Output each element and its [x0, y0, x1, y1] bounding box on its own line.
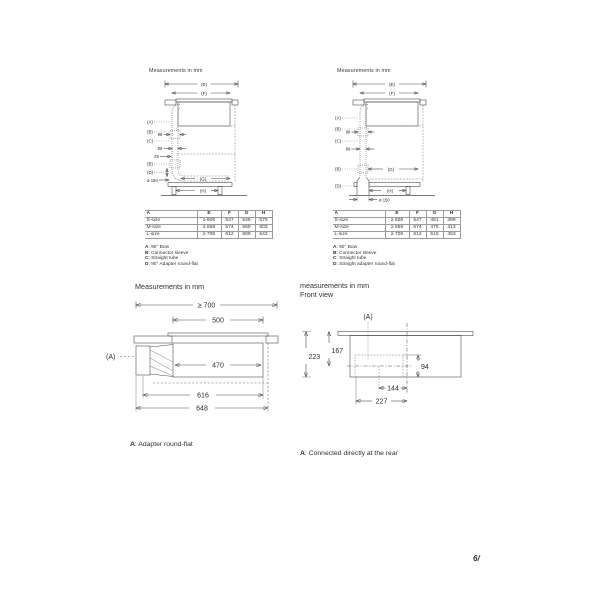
part-label-c: (C)	[335, 138, 342, 144]
cell: 413	[443, 225, 460, 232]
adapter-bend-outer	[172, 169, 184, 181]
cell: 574	[409, 225, 426, 232]
caption-bottom-left	[130, 441, 193, 448]
part-label-b2: (B)	[147, 161, 153, 167]
base-panel-right	[369, 183, 420, 187]
table-row	[145, 225, 272, 232]
caption-text: : Connected directly at the rear	[304, 450, 398, 457]
straight-adapter-left	[357, 177, 360, 196]
cell: S-size	[333, 218, 385, 225]
cell: 612	[409, 232, 426, 239]
cell: 389	[443, 218, 460, 225]
hob-lip	[176, 99, 232, 102]
small-dims	[349, 132, 377, 202]
title-line-1: measurements in mm	[300, 281, 370, 290]
flat-duct-end	[136, 346, 150, 375]
connector-sleeve-1	[358, 128, 368, 136]
legend-key: B	[333, 250, 337, 256]
cell: S-size	[145, 218, 197, 225]
duct-run	[170, 105, 230, 182]
legend-key: D	[145, 262, 149, 268]
connector-sleeve-2	[358, 165, 368, 173]
legend-text: : Connector sleeve	[148, 250, 189, 256]
worktop-bar	[338, 332, 473, 336]
legend-item	[333, 262, 395, 268]
part-label-d: (D)	[335, 183, 342, 189]
bow-outer	[360, 105, 368, 114]
size-table-left	[145, 210, 273, 239]
dim-label-f: (F)	[389, 90, 395, 96]
dim-label-g: (G)	[199, 176, 207, 182]
cell: ≥ 608	[385, 218, 409, 225]
diagram-side-view-straight-adapter	[333, 77, 460, 204]
cell: ≥ 658	[385, 225, 409, 232]
dim-616-label: 616	[197, 392, 209, 400]
cell: 574	[221, 225, 238, 232]
cell: 515	[426, 232, 443, 239]
dim-label-e: (E)	[388, 81, 396, 87]
dim-227-label: 227	[375, 398, 388, 406]
dim-470-label: 470	[212, 362, 224, 370]
legend-text: : 90° Bow	[148, 245, 170, 250]
col-header: A	[333, 211, 385, 218]
dim-223-label: 223	[308, 354, 321, 361]
dim-diameter-150: ø 150	[379, 197, 390, 203]
top-right-title: Measurements in mm	[337, 68, 391, 74]
worktop-and-hob	[165, 99, 238, 126]
cell: 475	[426, 225, 443, 232]
cell: ≥ 708	[197, 232, 221, 239]
dim-label-g: (G)	[387, 166, 395, 172]
dim-648-label: 648	[196, 405, 208, 413]
hob-body	[173, 343, 263, 377]
table-row	[145, 218, 272, 225]
hob-front-box	[350, 336, 461, 378]
legend-key: A	[145, 245, 149, 250]
worktop-hatch-right	[266, 336, 278, 343]
adapter-round-flat	[136, 345, 173, 377]
part-label-d: (D)	[147, 170, 154, 175]
cabinet-dashed	[366, 105, 423, 183]
col-header: G	[238, 211, 255, 218]
hob-lip	[364, 99, 420, 102]
cell: ≥ 608	[197, 218, 221, 225]
cell: 643	[255, 232, 272, 239]
dim-label-h: (H)	[386, 188, 394, 194]
dim-diameter-150: ø 150	[147, 177, 158, 183]
part-label-a: (A)	[147, 119, 153, 125]
cell: 569	[238, 225, 255, 232]
adapter-bend-inner	[178, 169, 184, 176]
legend-key: A	[333, 245, 337, 250]
table-row	[333, 232, 460, 239]
hob-lip	[168, 333, 268, 336]
part-label-c: (C)	[147, 138, 154, 144]
legend-text: : 90° Adapter round-flat	[148, 262, 198, 268]
leg-right	[218, 187, 222, 195]
dim-144-label: 144	[387, 385, 399, 393]
cell: 603	[255, 225, 272, 232]
table-row	[333, 218, 460, 225]
col-header: H	[255, 211, 272, 218]
table-row	[145, 232, 272, 239]
bow-inner	[178, 109, 180, 114]
part-label-b1: (B)	[147, 129, 153, 135]
table-header-row	[145, 211, 272, 218]
part-label-a: (A)	[106, 353, 116, 361]
hob-body	[178, 102, 230, 126]
diagram-plan-adapter-round-flat	[95, 295, 295, 417]
worktop-hatch-left	[165, 100, 176, 105]
table-header-row	[333, 211, 460, 218]
bow-outer	[172, 105, 180, 114]
legend-key: C	[333, 256, 337, 262]
cell: L-size	[333, 232, 385, 239]
part-label-a: (A)	[363, 314, 373, 321]
dim-500-label: 500	[212, 317, 224, 325]
worktop-hatch-left	[134, 336, 172, 343]
part-leaders	[342, 118, 359, 186]
cell: 547	[409, 218, 426, 225]
dim-98: 98	[345, 129, 351, 135]
col-header: A	[145, 211, 197, 218]
bottom-left-title: Measurements in mm	[135, 282, 205, 291]
cell: 609	[238, 232, 255, 239]
col-header: H	[443, 211, 460, 218]
legend-right	[333, 245, 395, 268]
size-table-right	[333, 210, 461, 239]
caption-key: A	[130, 441, 135, 448]
connector-sleeve-2	[170, 160, 180, 168]
caption-text: : Adapter round-flat	[134, 441, 193, 448]
col-header: E	[385, 211, 409, 218]
diagram-front-view-rear-connection	[298, 303, 483, 411]
connector-sleeve-1	[170, 131, 180, 139]
col-header: E	[197, 211, 221, 218]
part-label-b2: (B)	[335, 166, 341, 172]
part-leaders	[154, 122, 171, 173]
dim-label-f: (F)	[201, 90, 207, 96]
worktop-hatch-right	[420, 100, 426, 105]
cell: M-size	[145, 225, 197, 232]
cell: M-size	[333, 225, 385, 232]
table-row	[333, 225, 460, 232]
col-header: F	[221, 211, 238, 218]
small-dims	[159, 135, 187, 181]
base-panel-left	[354, 183, 357, 187]
cell: ≥ 708	[385, 232, 409, 239]
cabinet-dashed	[178, 105, 235, 183]
cell: 612	[221, 232, 238, 239]
dim-700-label: ≥ 700	[197, 302, 216, 310]
base-panel	[168, 183, 232, 187]
legend-text: : Connector sleeve	[336, 250, 377, 256]
cell: 545	[238, 218, 255, 225]
bottom-right-title	[300, 281, 369, 299]
worktop-and-hob	[353, 99, 426, 126]
dim-98: 98	[157, 132, 163, 138]
col-header: G	[426, 211, 443, 218]
part-label-a: (A)	[335, 115, 341, 121]
cell: 547	[221, 218, 238, 225]
worktop-hatch-right	[232, 100, 238, 105]
title-line-2: Front view	[300, 290, 334, 299]
legend-left	[145, 245, 198, 268]
dim-94-label: 94	[421, 364, 429, 371]
dim-89: 89	[157, 146, 163, 152]
straight-adapter-right	[366, 177, 369, 196]
worktop-and-hob	[134, 333, 278, 377]
cell: L-size	[145, 232, 197, 239]
hob-body	[366, 102, 418, 126]
diagram-side-view-90deg-adapter	[145, 77, 272, 204]
legend-text: : Straight tube	[148, 256, 179, 262]
top-left-title: Measurements in mm	[149, 68, 203, 74]
legend-text: : Straight tube	[336, 256, 367, 262]
cell: 579	[255, 218, 272, 225]
dim-167-label: 167	[331, 348, 344, 355]
legend-key: D	[333, 262, 337, 268]
duct-run	[357, 105, 369, 196]
legend-key: C	[145, 256, 149, 262]
cell: ≥ 658	[197, 225, 221, 232]
worktop-hatch-left	[353, 100, 364, 105]
legend-key: B	[145, 250, 149, 256]
dim-29: 29	[154, 154, 159, 160]
caption-bottom-right	[300, 450, 398, 457]
legend-text: : 90° Bow	[336, 245, 358, 250]
cell: 451	[426, 218, 443, 225]
dim-89: 89	[345, 146, 351, 152]
col-header: F	[409, 211, 426, 218]
dim-label-h: (H)	[199, 188, 207, 194]
legend-item	[145, 262, 198, 268]
page-number: 6/	[473, 554, 480, 563]
part-label-b1: (B)	[335, 126, 341, 132]
leg-right	[406, 187, 410, 195]
caption-key: A	[300, 450, 305, 457]
leg-left	[172, 187, 176, 195]
cell: 453	[443, 232, 460, 239]
legend-text: : Straight adapter round-flat	[336, 262, 395, 268]
dim-label-e: (E)	[200, 81, 208, 87]
